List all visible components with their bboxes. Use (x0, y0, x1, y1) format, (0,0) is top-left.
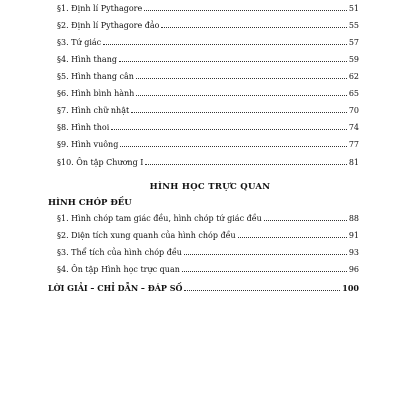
toc-entry (57, 140, 359, 150)
toc-entry (57, 231, 359, 241)
dot-leader (111, 123, 347, 130)
toc-entry-label: §2. Định lí Pythagore đảo (57, 21, 160, 30)
toc-entry-page: 57 (348, 38, 359, 47)
dot-leader (182, 265, 347, 272)
toc-entry-label: §6. Hình bình hành (57, 89, 135, 98)
toc-entry-page: 96 (348, 265, 359, 274)
toc-entry-page: 70 (348, 106, 359, 115)
toc-entry-page: 74 (348, 123, 359, 132)
toc-entry-label: §9. Hình vuông (57, 140, 119, 149)
dot-leader (144, 4, 347, 11)
toc-entry (57, 214, 359, 224)
toc-entry-page: 81 (348, 158, 359, 167)
dot-leader (136, 89, 347, 96)
dot-leader (161, 21, 346, 28)
toc-entry-page: 62 (348, 72, 359, 81)
toc-entry (57, 38, 359, 48)
chapter-subheading: HÌNH CHÓP ĐỀU (48, 198, 132, 208)
toc-entry (57, 158, 359, 168)
toc-entry-label: §4. Ôn tập Hình học trực quan (57, 265, 180, 274)
toc-entry-page: 51 (348, 4, 359, 13)
toc-entry-label: §2. Diện tích xung quanh của hình chóp đều (57, 231, 236, 240)
toc-entry-label: §5. Hình thang cân (57, 72, 134, 81)
section-title: HÌNH HỌC TRỰC QUAN (149, 182, 271, 192)
toc-entry-label: §7. Hình chữ nhật (57, 106, 130, 115)
toc-entry-page: 55 (348, 21, 359, 30)
dot-leader (184, 284, 340, 291)
toc-entry-label: §3. Thể tích của hình chóp đều (57, 248, 182, 257)
toc-entry-label: §1. Định lí Pythagore (57, 4, 143, 13)
toc-entry (57, 55, 359, 65)
toc-entry-label: §1. Hình chóp tam giác đều, hình chóp tứ giác đều (57, 214, 262, 223)
toc-entry (57, 123, 359, 133)
toc-entry (57, 21, 359, 31)
toc-entry-label: §8. Hình thoi (57, 123, 110, 132)
dot-leader (103, 38, 347, 45)
toc-entry-page: 91 (348, 231, 359, 240)
toc-entry (57, 89, 359, 99)
toc-entry-page: 100 (342, 283, 359, 293)
toc-entry-label: §3. Tứ giác (57, 38, 102, 47)
toc-entry (57, 106, 359, 116)
toc-entry-page: 93 (348, 248, 359, 257)
dot-leader (131, 106, 347, 113)
dot-leader (145, 158, 346, 165)
toc-entry-page: 88 (348, 214, 359, 223)
toc-entry-label: §4. Hình thang (57, 55, 117, 64)
toc-entry-page: 77 (348, 140, 359, 149)
toc-entry (57, 248, 359, 258)
toc-entry (57, 72, 359, 82)
toc-entry-answers (48, 283, 359, 293)
dot-leader (136, 72, 347, 79)
dot-leader (238, 231, 347, 238)
toc-entry (57, 4, 359, 14)
dot-leader (120, 140, 346, 147)
toc-entry-label: LỜI GIẢI – CHỈ DẪN – ĐÁP SỐ (48, 283, 183, 293)
toc-entry (57, 265, 359, 275)
toc-entry-page: 59 (348, 55, 359, 64)
dot-leader (119, 55, 347, 62)
toc-entry-label: §10. Ôn tập Chương I (57, 158, 144, 167)
dot-leader (264, 214, 347, 221)
toc-entry-page: 65 (348, 89, 359, 98)
dot-leader (184, 248, 347, 255)
